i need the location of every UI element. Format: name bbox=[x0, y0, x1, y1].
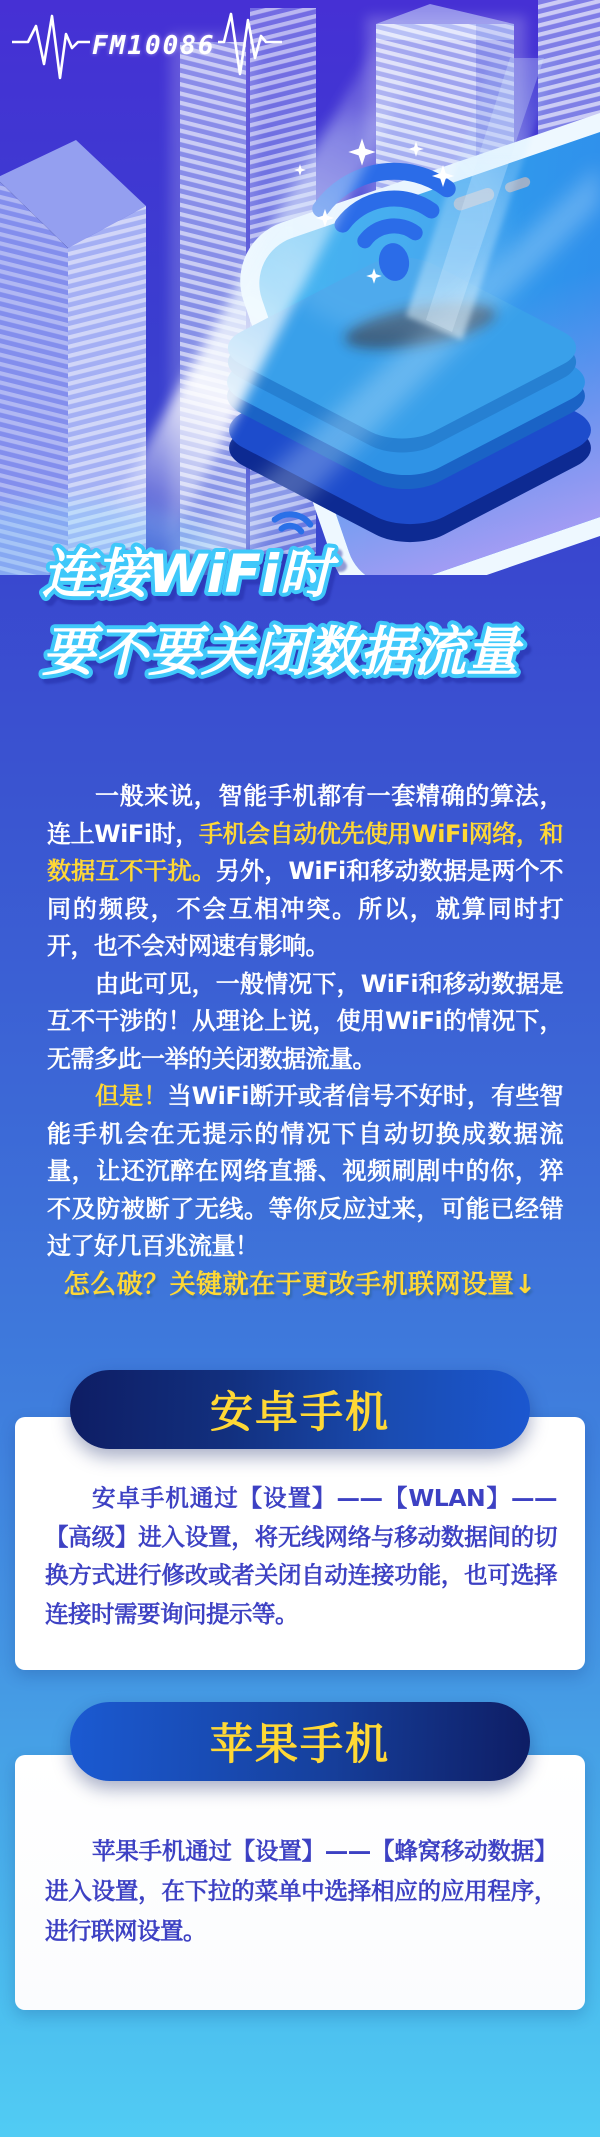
apple-card bbox=[15, 1755, 585, 2010]
android-card-title: 安卓手机 bbox=[210, 1388, 390, 1438]
paragraph-text: 一般来说，智能手机都有一套精确的算法，连上WiFi时， bbox=[47, 782, 563, 848]
logo-text: FM10086 bbox=[92, 31, 216, 61]
apple-card-header bbox=[70, 1702, 530, 1781]
title-line-2: 要不要关闭数据流量 bbox=[42, 622, 519, 683]
highlighted-text: 但是！ bbox=[95, 1082, 168, 1110]
android-card-header bbox=[70, 1370, 530, 1449]
waveform-icon-right bbox=[218, 10, 282, 82]
title-line-1: 连接WiFi时 bbox=[42, 544, 332, 605]
android-card bbox=[15, 1417, 585, 1670]
paragraph-text: 当WiFi断开或者信号不好时，有些智能手机会在无提示的情况下自动切换成数据流量，让还沉醉在网络直播、视频刷剧中的你，猝不及防被断了无线。等你反应过来，可能已经错过了好几百兆流量！ bbox=[47, 1082, 564, 1260]
main-title bbox=[28, 500, 588, 710]
paragraph-2: 由此可见，一般情况下，WiFi和移动数据是互不干涉的！从理论上说，使用WiFi的情况下，无需多此一举的关闭数据流量。 bbox=[47, 969, 563, 1073]
paragraph-1 bbox=[47, 778, 563, 966]
apple-card-body: 苹果手机通过【设置】——【蜂窝移动数据】进入设置，在下拉的菜单中选择相应的应用程序，进行联网设置。 bbox=[45, 1837, 557, 1945]
wifi-arcs-icon bbox=[274, 512, 312, 533]
intro-paragraphs bbox=[47, 778, 563, 1266]
highlighted-text: 手机会自动优先使用WiFi网络，和数据互不干扰。 bbox=[47, 819, 563, 885]
hero-illustration bbox=[0, 0, 600, 575]
paragraph-text: 另外，WiFi和移动数据是两个不同的频段，不会互相冲突。所以，就算同时打开，也不会对网速有影响。 bbox=[47, 857, 563, 960]
callout-line: 怎么破？关键就在于更改手机联网设置↓ bbox=[63, 1270, 537, 1300]
paragraph-3 bbox=[47, 1078, 563, 1266]
brand-logo bbox=[12, 10, 282, 82]
apple-card-title: 苹果手机 bbox=[210, 1720, 390, 1770]
android-card-body: 安卓手机通过【设置】——【WLAN】——【高级】进入设置，将无线网络与移动数据间的切换方式进行修改或者关闭自动连接功能，也可选择连接时需要询问提示等。 bbox=[45, 1484, 557, 1628]
waveform-icon-left bbox=[12, 10, 90, 82]
